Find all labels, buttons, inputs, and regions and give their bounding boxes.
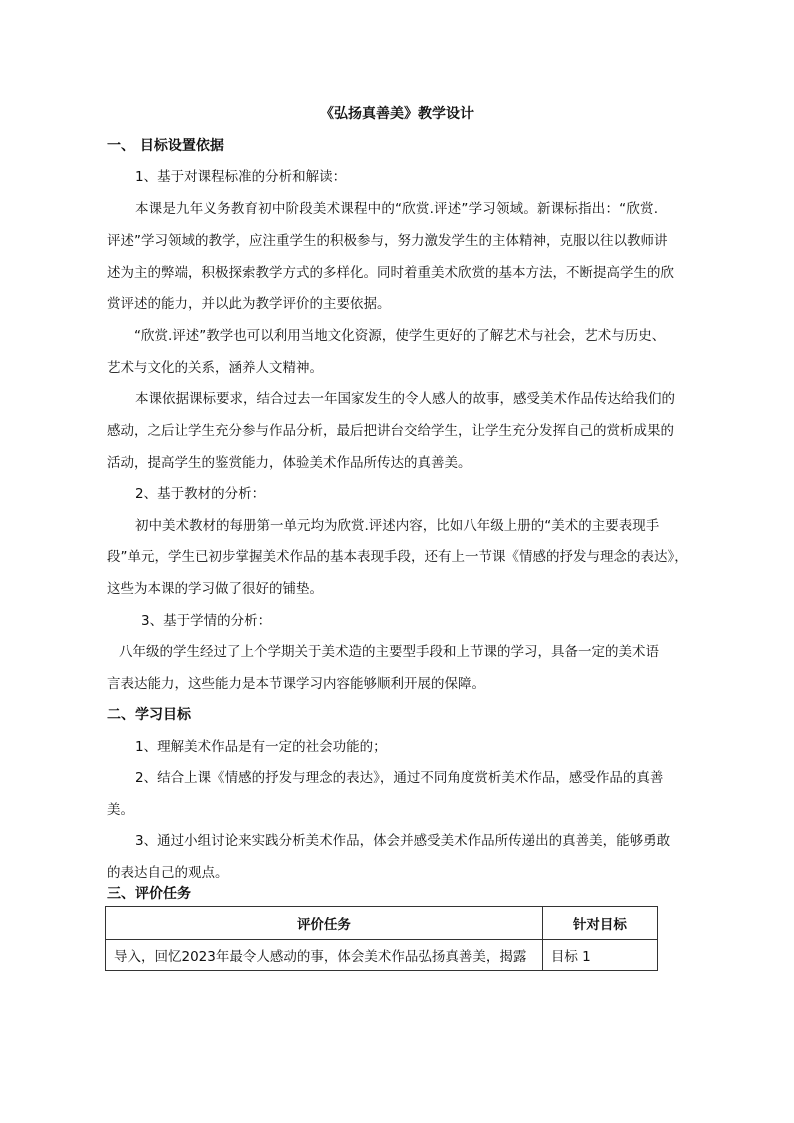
table-row: [106, 940, 658, 971]
paragraph-line: “欣赏.评述”教学也可以利用当地文化资源，使学生更好的了解艺术与社会，艺术与历史、: [134, 328, 666, 344]
table-header-task: 评价任务: [106, 907, 543, 940]
section-heading-goals: 二、学习目标: [107, 707, 191, 723]
subheading-textbook: 2、基于教材的分析：: [135, 486, 266, 502]
paragraph-line: 艺术与文化的关系，涵养人文精神。: [107, 360, 323, 376]
table-cell-task: 导入，回忆2023年最令人感动的事，体会美术作品弘扬真善美，揭露: [106, 940, 543, 971]
subheading-curriculum: 1、基于对课程标准的分析和解读：: [135, 169, 347, 185]
subheading-students: 3、基于学情的分析：: [141, 613, 272, 629]
paragraph-line: 言表达能力，这些能力是本节课学习内容能够顺利开展的保障。: [107, 676, 485, 692]
paragraph-line: 八年级的学生经过了上个学期关于美术造的主要型手段和上节课的学习，具备一定的美术语: [119, 644, 659, 660]
goal-item-1: 1、理解美术作品是有一定的社会功能的；: [135, 739, 387, 755]
goal-item-2-cont: 美。: [107, 802, 134, 818]
table-header-target: 针对目标: [542, 907, 657, 940]
goal-item-3: 3、通过小组讨论来实践分析美术作品，体会并感受美术作品所传递出的真善美，能够勇敢: [135, 833, 671, 849]
section-heading-basis: 一、 目标设置依据: [107, 138, 224, 154]
paragraph-line: 活动，提高学生的鉴赏能力，体验美术作品所传达的真善美。: [107, 455, 472, 471]
paragraph-line: 感动，之后让学生充分参与作品分析，最后把讲台交给学生，让学生充分发挥自己的赏析成果的: [107, 423, 674, 439]
document-title: 《弘扬真善美》教学设计: [320, 106, 474, 122]
paragraph-line: 本课是九年义务教育初中阶段美术课程中的“欣赏.评述”学习领域。新课标指出：“欣赏.: [135, 201, 658, 217]
section-heading-evaluation: 三、评价任务: [107, 886, 191, 902]
table-header-row: [106, 907, 658, 940]
paragraph-line: 述为主的弊端，积极探索教学方式的多样化。同时着重美术欣赏的基本方法，不断提高学生的欣: [107, 265, 674, 281]
goal-item-3-cont: 的表达自己的观点。: [107, 865, 229, 881]
paragraph-line: 本课依据课标要求，结合过去一年国家发生的令人感人的故事，感受美术作品传达给我们的: [135, 391, 675, 407]
paragraph-line: 评述”学习领域的教学，应注重学生的积极参与，努力激发学生的主体精神，克服以往以教师讲: [107, 233, 668, 249]
paragraph-line: 初中美术教材的每册第一单元均为欣赏.评述内容，比如八年级上册的“美术的主要表现手: [135, 518, 660, 534]
table-cell-target: 目标 1: [542, 940, 657, 971]
evaluation-table: [105, 906, 658, 971]
paragraph-line: 这些为本课的学习做了很好的铺垫。: [107, 581, 323, 597]
paragraph-line: 赏评述的能力，并以此为教学评价的主要依据。: [107, 296, 391, 312]
goal-item-2: 2、结合上课《情感的抒发与理念的表达》，通过不同角度赏析美术作品，感受作品的真善: [135, 770, 664, 786]
paragraph-line: 段”单元，学生已初步掌握美术作品的基本表现手段，还有上一节课《情感的抒发与理念的表达》，: [107, 549, 688, 565]
